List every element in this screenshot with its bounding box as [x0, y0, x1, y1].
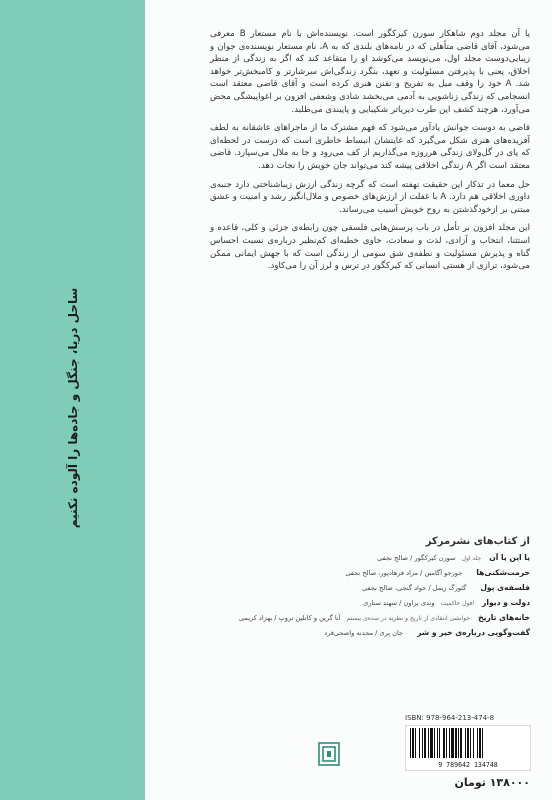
barcode-bar: [415, 728, 416, 758]
barcode-bar: [458, 728, 459, 758]
barcode-bar: [482, 728, 483, 758]
barcode-bar: [465, 728, 466, 758]
barcode-bar: [419, 728, 420, 758]
book-note: افول حاکمیت: [440, 600, 474, 607]
description-paragraph: یا آن مجلد دوم شاهکار سورن کیرکگور است. نویسنده‌اش با نام مستعار B معرفی می‌شود، آقای قاضی متأهلی که در نامه‌های بلندی که به A، نام مستعار نویسنده‌ی جوان و زیبایی‌دوست مجلد اول، می‌نویسد می‌کوشد او را متقاعد کند که اگر به زندگی از منظر اخلاق، یعنی با پذیرفتن مسئولیت و تعهد، بنگرد زندگی‌اش سرشارتر و کامبخش‌تر خواهد شد. A خود را وقف میل به تفریح و تفنن هنری کرده است و آقای قاضی معتقد است انسجامی که زندگی زناشویی به آدمی می‌بخشد شادی وشعفی افزون بر اغواپیشگی محض می‌آورد، هرچند کشف این طرب دیریاتر شکیبایی و پایبندی می‌طلبد.: [210, 29, 530, 115]
book-item: [210, 598, 530, 613]
barcode: [405, 725, 531, 771]
barcode-bar: [477, 728, 478, 758]
barcode-bar: [460, 728, 462, 758]
barcode-bar: [424, 728, 426, 758]
book-title: یا این یا آن: [489, 553, 530, 562]
barcode-number: 9 789642 134748: [438, 761, 498, 769]
price: ۱۳۸۰۰۰ تومان: [454, 776, 530, 789]
barcode-bar: [437, 728, 438, 758]
description-paragraph: حل معما در تذکار این حقیقت نهفته است که گرچه زندگی ارزش زیباشناختی دارد جنبه‌ی داوری اخلاقی هم دارد. A با غفلت از ارزش‌های خصوص و ملال‌انگیز رشد و امنیت و عشق مبتنی بر ازخودگذشتن به روح خویش آسیب می‌رساند.: [210, 179, 530, 215]
book-title: خانه‌های تاریخ: [478, 613, 530, 622]
barcode-bars: [406, 726, 530, 760]
barcode-bar: [430, 728, 433, 758]
publisher-logo-icon: [318, 742, 340, 766]
book-item: [210, 628, 530, 643]
book-note: خوانشی انتقادی از تاریخ و نظریه در سده‌ی بیستم: [346, 615, 471, 622]
book-authors: جان پری / مجدنه واصحی‌فرد: [324, 629, 404, 637]
description-paragraph: این مجلد افزون بر تأمل در باب پرسش‌هایی فلسفی چون رابطه‌ی جزئی و کلی، قاعده و استثنا، انتخاب و آزادی، لذت و سعادت، حاوی خطبه‌ای کم‌نظیر درباره‌ی نسبت احساس گناه و پذیرش مسئولیت و نطفه‌ی شق سومی از زندگی است که با جهش ایمانی ممکن می‌شود، ترازی از هستی انسانی که کیرکگور در ترس و لرز آن را می‌کاود.: [210, 223, 530, 272]
barcode-bar: [410, 728, 411, 758]
book-item: [210, 583, 530, 598]
barcode-bar: [428, 728, 429, 758]
barcode-bar: [479, 728, 481, 758]
book-item: [210, 613, 530, 628]
barcode-bar: [467, 728, 469, 758]
isbn-label: ISBN: 978-964-213-474-8: [405, 714, 495, 722]
barcode-bar: [443, 728, 445, 758]
book-authors: وندی براون / سهند ستاری: [363, 599, 435, 607]
book-note: جلد اول: [461, 555, 482, 562]
book-description: [210, 28, 530, 518]
barcode-bar: [434, 728, 435, 758]
publisher-books-list: [210, 536, 530, 643]
barcode-bar: [470, 728, 471, 758]
barcode-bar: [473, 728, 474, 758]
barcode-bar: [439, 728, 440, 758]
barcode-bar: [422, 728, 423, 758]
spine: [0, 0, 145, 800]
barcode-bar: [446, 728, 447, 758]
book-title: گفت‌وگویی درباره‌ی خیر و شر: [417, 628, 530, 637]
book-authors: سورن کیرکگور / صالح نجفی: [377, 554, 456, 562]
spine-text: ساحل دریا، جنگل و جاده‌ها را آلوده نکنیم: [66, 287, 80, 529]
barcode-bar: [412, 728, 414, 758]
book-title: دولت و دیوار: [482, 598, 530, 607]
book-item: [210, 568, 530, 583]
book-authors: گئورگ زیمل / جواد گنجی، صالح نجفی: [362, 584, 467, 592]
book-authors: جورجو آگامبن / مراد فرهادپور، صالح نجفی: [345, 569, 463, 577]
description-paragraph: قاضی به دوست جوانش یادآور می‌شود که فهم مشترک ما از ماجراهای عاشقانه به لطف آفریده‌های هنری شکل می‌گیرد که غایتشان انبساط خاطری است که درست در لحظه‌ای که پای در گل‌ولای زندگی هرروزه می‌گذاریم از کف می‌رود و جا به ملال می‌سپارد. قاضی معتقد است اگر A زندگی اخلاقی پیشه کند می‌تواند جان خویش را نجات دهد.: [210, 123, 530, 171]
books-heading: از کتاب‌های نشرمرکز: [425, 536, 530, 547]
book-title: فلسفه‌ی پول: [480, 583, 530, 592]
book-title: حرمت‌شکنی‌ها: [476, 568, 530, 577]
book-authors: آنا گرین و کاتلین تروپ / بهزاد کریمی: [238, 614, 341, 622]
book-item: [210, 553, 530, 568]
barcode-bar: [455, 728, 457, 758]
barcode-bar: [449, 728, 450, 758]
barcode-bar: [451, 728, 454, 758]
